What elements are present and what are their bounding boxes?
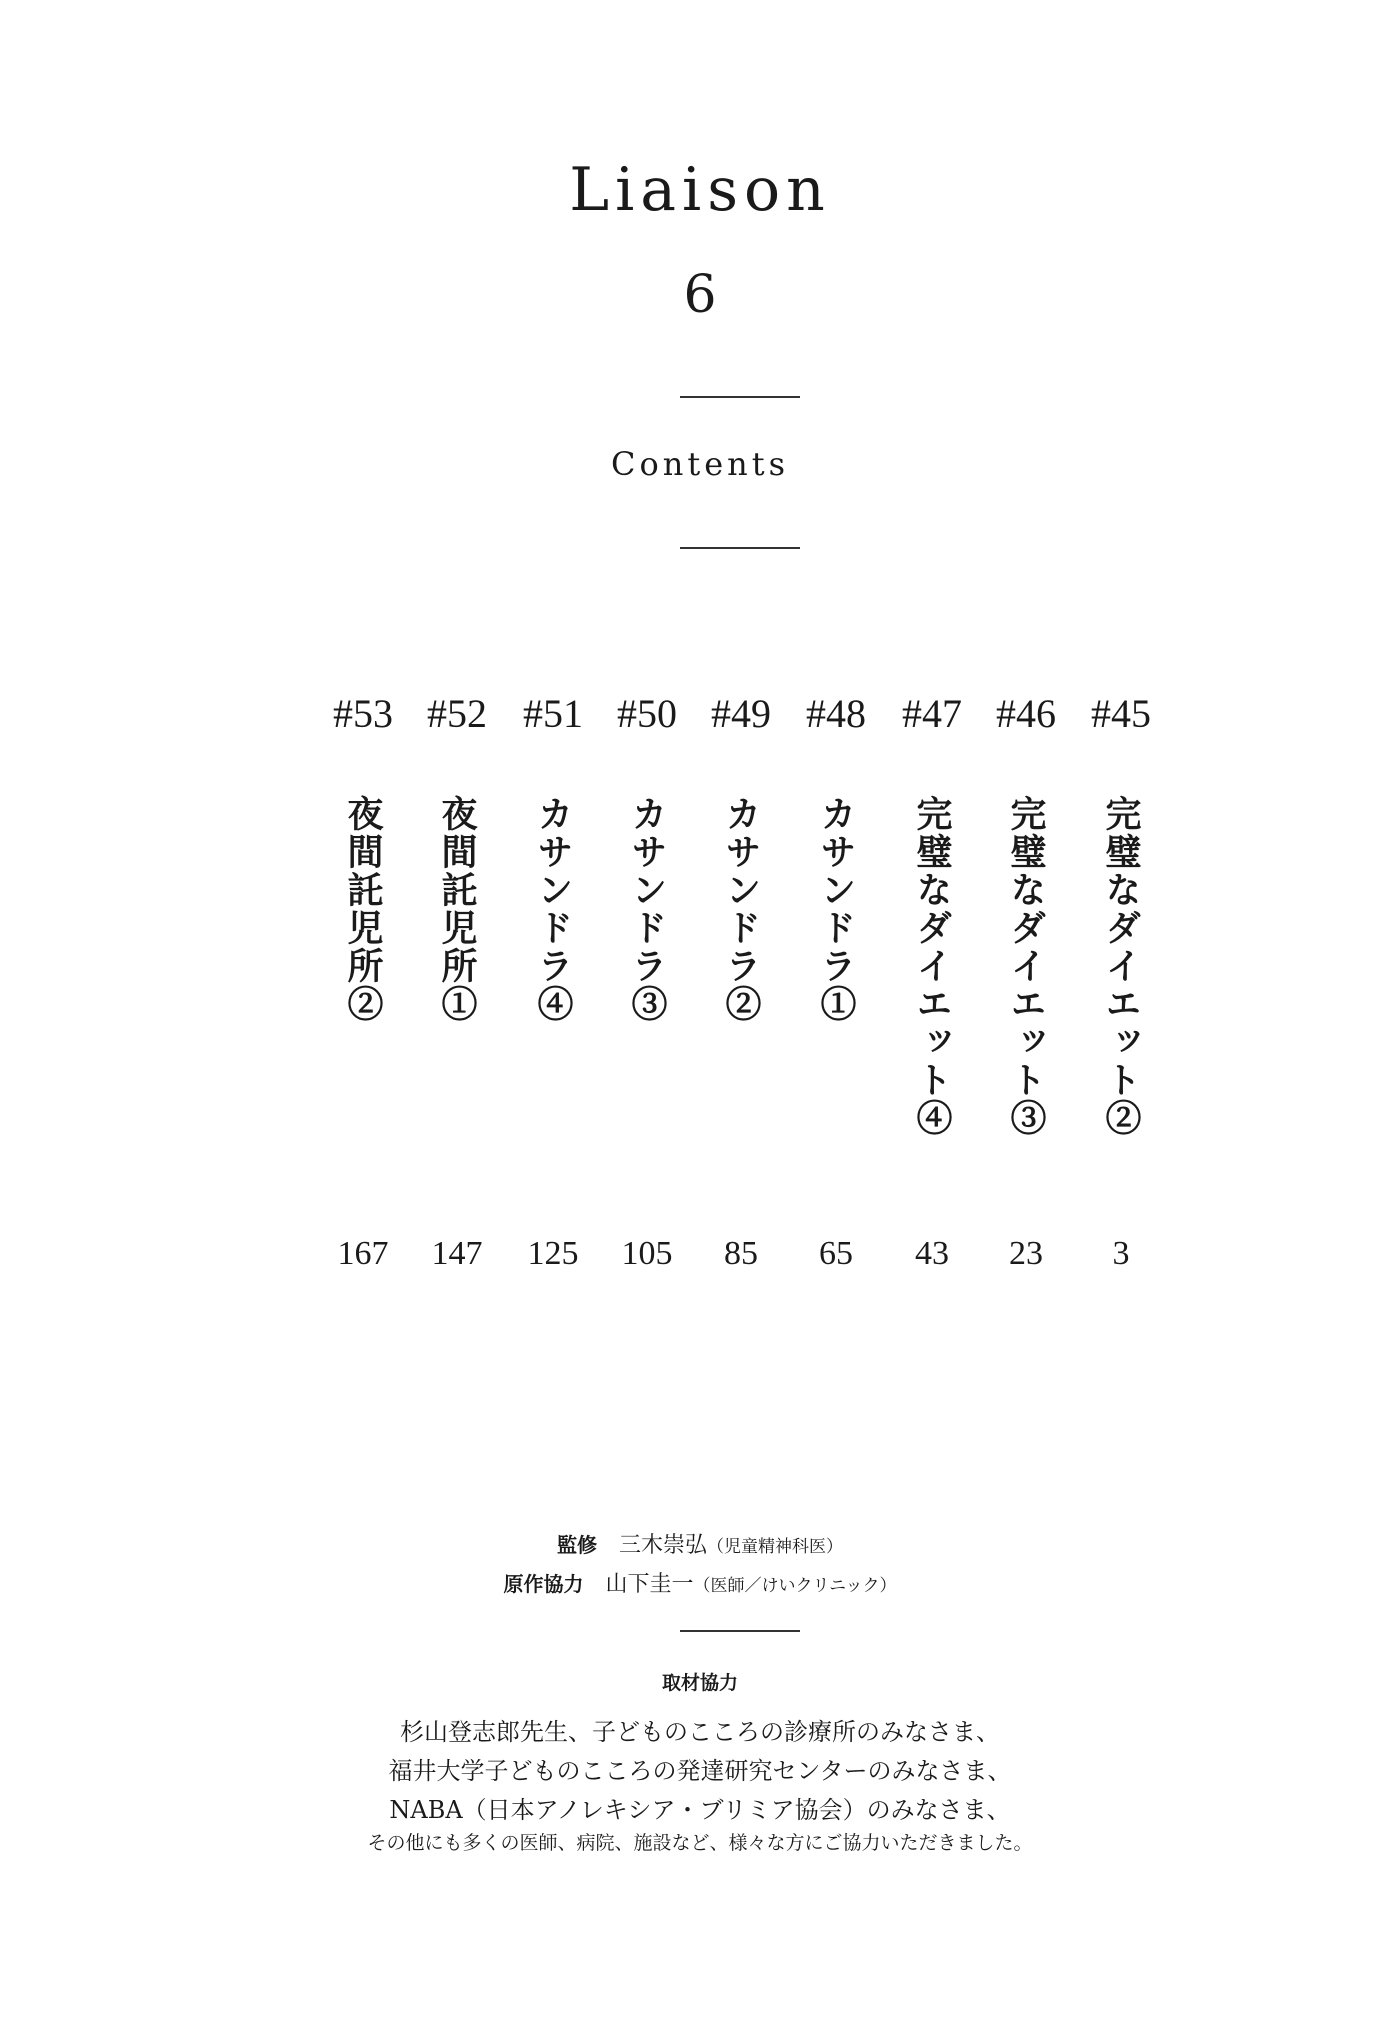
chapter-title: 夜間託児所① [436,795,478,1023]
chapter-title: 完璧なダイエット② [1100,795,1142,1137]
chapter-number: #48 [806,691,866,736]
chapter-number: #45 [1091,691,1151,736]
chapter-page: 125 [527,1235,579,1272]
contents-heading: Contents [610,445,790,483]
chapter-title: 完璧なダイエット③ [1005,795,1047,1137]
chapter-page: 105 [621,1235,673,1272]
chapter-title: カサンドラ④ [532,795,574,1023]
chapter-number: #50 [617,691,677,736]
supervision-note: （児童精神科医） [707,1537,843,1557]
divider [680,396,800,398]
chapter-title: 夜間託児所② [342,795,384,1023]
chapter-page: 85 [724,1235,758,1272]
divider [680,547,800,549]
original-cooperation-credit [0,1567,1400,1598]
chapter-page: 167 [337,1235,389,1272]
chapter-number: #51 [523,691,583,736]
research-line: 福井大学子どものこころの発達研究センターのみなさま、 [388,1757,1012,1785]
book-title: Liaison [569,155,831,225]
original-name: 山下圭一 [605,1572,694,1597]
research-line: その他にも多くの医師、病院、施設など、様々な方にご協力いただきました。 [367,1832,1033,1854]
chapter-page: 3 [1112,1235,1130,1272]
chapter-title: カサンドラ② [720,795,762,1023]
chapter-page: 65 [819,1235,853,1272]
volume-number: 6 [683,265,717,325]
supervision-credit [0,1528,1400,1559]
chapter-page: 43 [915,1235,949,1272]
chapter-page: 147 [431,1235,483,1272]
original-note: （医師／けいクリニック） [693,1576,897,1596]
chapter-number: #46 [996,691,1056,736]
chapter-title: 完璧なダイエット④ [911,795,953,1137]
chapter-title: カサンドラ③ [626,795,668,1023]
research-line: NABA（日本アノレキシア・ブリミア協会）のみなさま、 [389,1796,1011,1824]
chapter-number: #53 [333,691,393,736]
chapter-title: カサンドラ① [815,795,857,1023]
chapter-number: #47 [902,691,962,736]
chapter-number: #49 [711,691,771,736]
research-label: 取材協力 [661,1672,738,1694]
research-line: 杉山登志郎先生、子どものこころの診療所のみなさま、 [400,1718,1000,1746]
chapter-number: #52 [427,691,487,736]
original-label: 原作協力 [503,1572,584,1596]
chapter-page: 23 [1009,1235,1043,1272]
divider [680,1630,800,1632]
supervision-label: 監修 [556,1533,597,1557]
supervision-name: 三木崇弘 [618,1533,707,1558]
